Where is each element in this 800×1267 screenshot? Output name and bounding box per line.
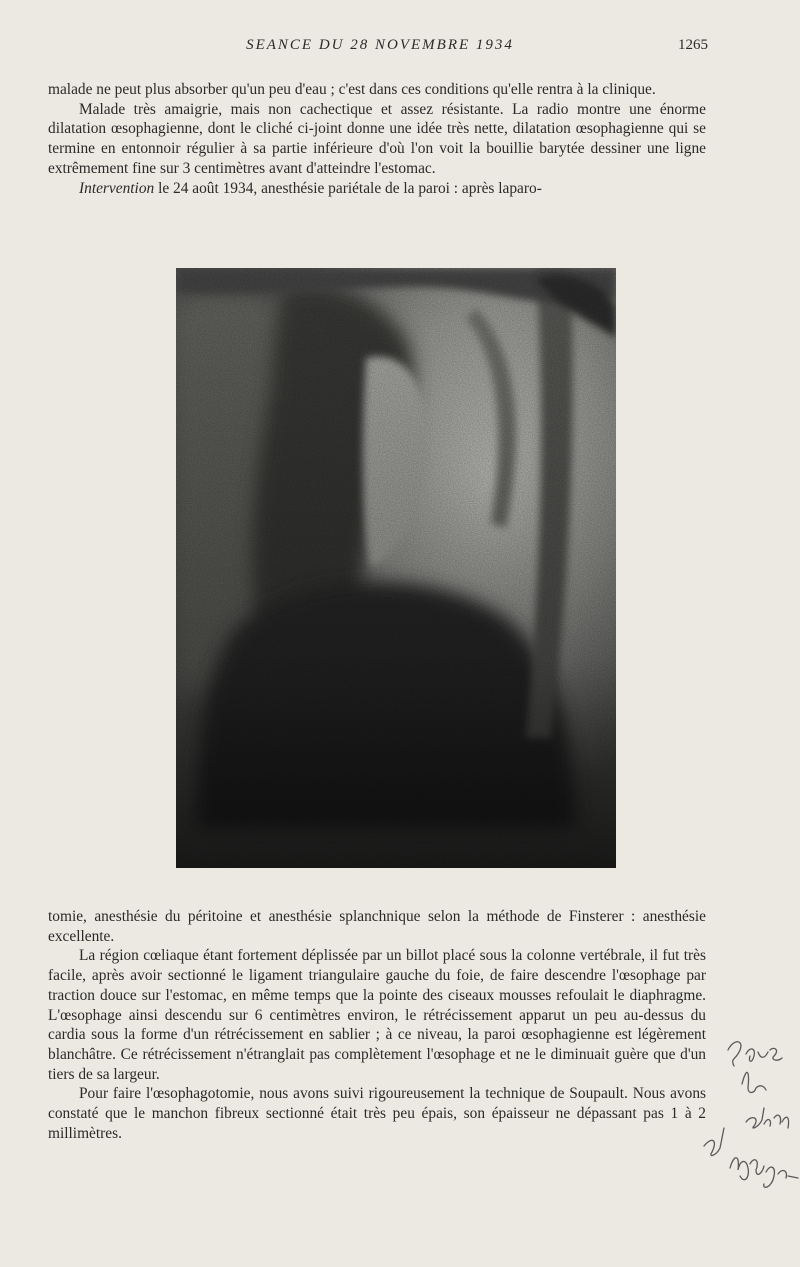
- page-header: [0, 37, 800, 59]
- paragraph: malade ne peut plus absorber qu'un peu d'eau ; c'est dans ces conditions qu'elle rentra à la clinique.: [48, 81, 656, 98]
- paragraph: Pour faire l'œsophagotomie, nous avons suivi rigoureusement la technique de Soupault. Nous avons constaté que le manchon fibreux sectionné était très peu épais, son épaisseur ne dépassant pas 1 à 2 millimètres.: [48, 1085, 706, 1142]
- paragraph: tomie, anesthésie du péritoine et anesthésie splanchnique selon la méthode de Finsterer : anesthésie excellente.: [48, 908, 706, 945]
- paragraph: [48, 179, 706, 199]
- paragraph: La région cœliaque étant fortement déplissée par un billot placé sous la colonne vertébrale, il fut très facile, après avoir sectionné le ligament triangulaire gauche du foie, de faire descendre l'œsophage par traction douce sur l'estomac, en même temps que la pointe des ciseaux mousses refoulait le diaphragme. L'œsophage ainsi descendu sur 6 centimètres environ, le rétrécissement apparut un peu au-dessus du cardia sous la forme d'un rétrécissement en sablier ; à ce niveau, la paroi œsophagienne est légèrement blanchâtre. Ce rétrécissement n'étranglait pas complètement l'œsophage et ne le diminuait guère que d'un tiers de sa largeur.: [48, 947, 706, 1083]
- intervention-text: le 24 août 1934, anesthésie pariétale de la paroi : après laparo-: [154, 179, 542, 197]
- bottom-text-block: [48, 907, 706, 1143]
- running-title: SEANCE DU 28 NOVEMBRE 1934: [246, 37, 514, 53]
- radiograph-plate: [176, 268, 616, 868]
- top-text-block: [48, 80, 706, 198]
- page-number: 1265: [678, 37, 708, 53]
- paragraph: Malade très amaigrie, mais non cachectique et assez résistante. La radio montre une énorme dilatation œsophagienne, dont le cliché ci-joint donne une idée très nette, dilatation œsophagienne qui se termine en entonnoir régulier à sa partie inférieure d'où l'on voit la bouillie barytée dessiner une ligne extrêmement fine sur 3 centimètres avant d'atteindre l'estomac.: [48, 100, 706, 177]
- radiograph-image: [176, 268, 616, 868]
- margin-annotation: [690, 1028, 800, 1198]
- handwritten-note: [690, 1028, 800, 1198]
- intervention-lead: Intervention: [79, 179, 155, 197]
